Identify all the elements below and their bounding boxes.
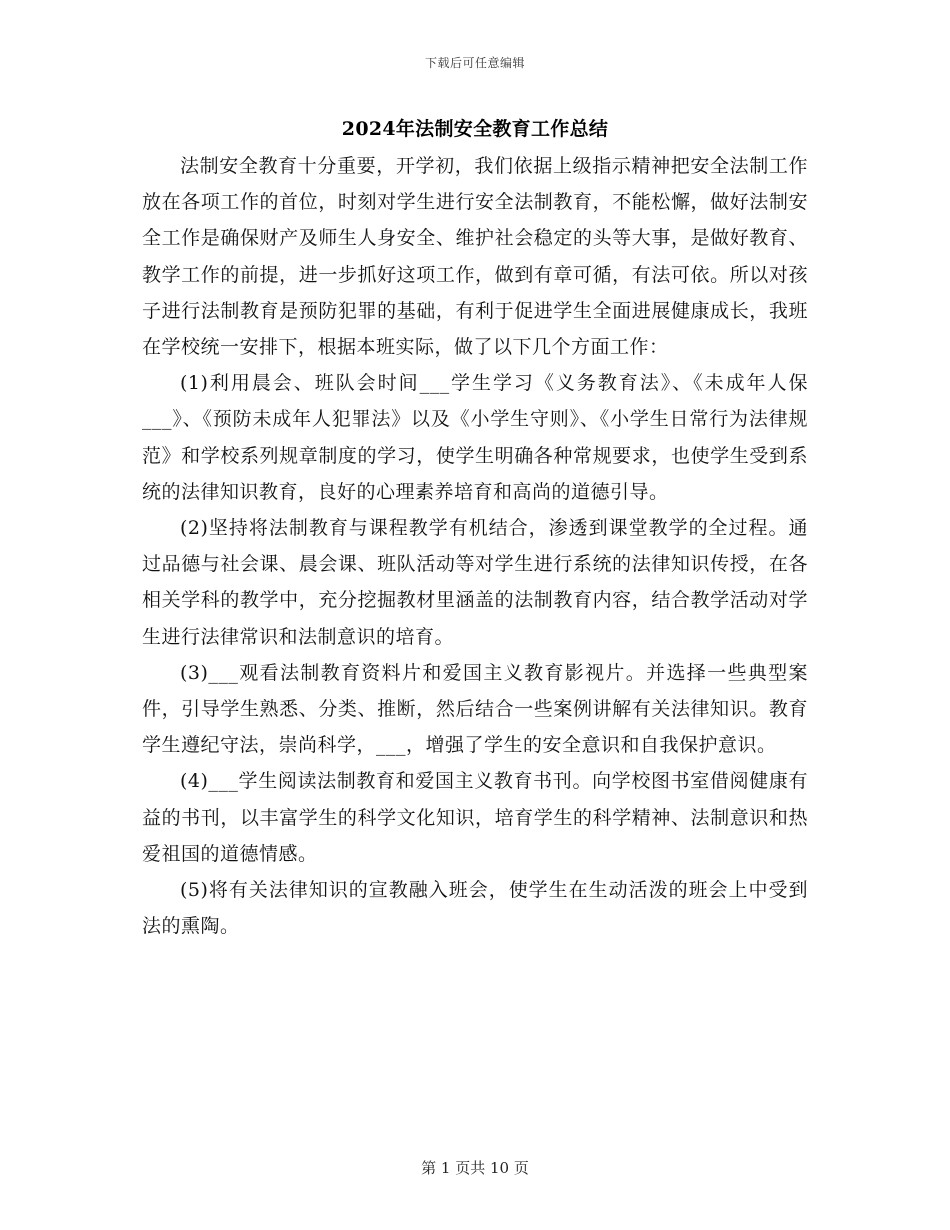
header-note: 下载后可任意编辑 <box>424 56 525 70</box>
document-title: 2024年法制安全教育工作总结 <box>341 118 609 140</box>
paragraph-item-4: (4)___学生阅读法制教育和爱国主义教育书刊。向学校图书室借阅健康有益的书刊，以丰富学生的科学文化知识，培育学生的科学精神、法制意识和热爱祖国的道德情感。 <box>142 770 808 865</box>
paragraph-intro: 法制安全教育十分重要，开学初，我们依据上级指示精神把安全法制工作放在各项工作的首位，时刻对学生进行安全法制教育，不能松懈，做好法制安全工作是确保财产及师生人身安全、维护社会稳定的头等大事，是做好教育、教学工作的前提，进一步抓好这项工作，做到有章可循，有法可依。所以对孩子进行法制教育是预防犯罪的基础，有利于促进学生全面进展健康成长，我班在学校统一安排下，根据本班实际，做了以下几个方面工作： <box>142 155 808 359</box>
document-body <box>142 148 808 944</box>
paragraph-item-5: (5)将有关法律知识的宣教融入班会，使学生在生动活泼的班会上中受到法的熏陶。 <box>142 879 808 938</box>
paragraph-item-1: (1)利用晨会、班队会时间___学生学习《义务教育法》、《未成年人保___》、《预防未成年人犯罪法》以及《小学生守则》、《小学生日常行为法律规范》和学校系列规章制度的学习，使学生明确各种常规要求，也使学生受到系统的法律知识教育，良好的心理素养培育和高尚的道德引导。 <box>142 372 808 503</box>
page-number: 第 1 页共 10 页 <box>421 1159 529 1177</box>
paragraph-item-2: (2)坚持将法制教育与课程教学有机结合，渗透到课堂教学的全过程。通过品德与社会课、晨会课、班队活动等对学生进行系统的法律知识传授，在各相关学科的教学中，充分挖掘教材里涵盖的法制教育内容，结合教学活动对学生进行法律常识和法制意识的培育。 <box>142 517 808 648</box>
paragraph-item-3: (3)___观看法制教育资料片和爱国主义教育影视片。并选择一些典型案件，引导学生熟悉、分类、推断，然后结合一些案例讲解有关法律知识。教育学生遵纪守法，崇尚科学，___，增强了学生的安全意识和自我保护意识。 <box>142 661 808 757</box>
